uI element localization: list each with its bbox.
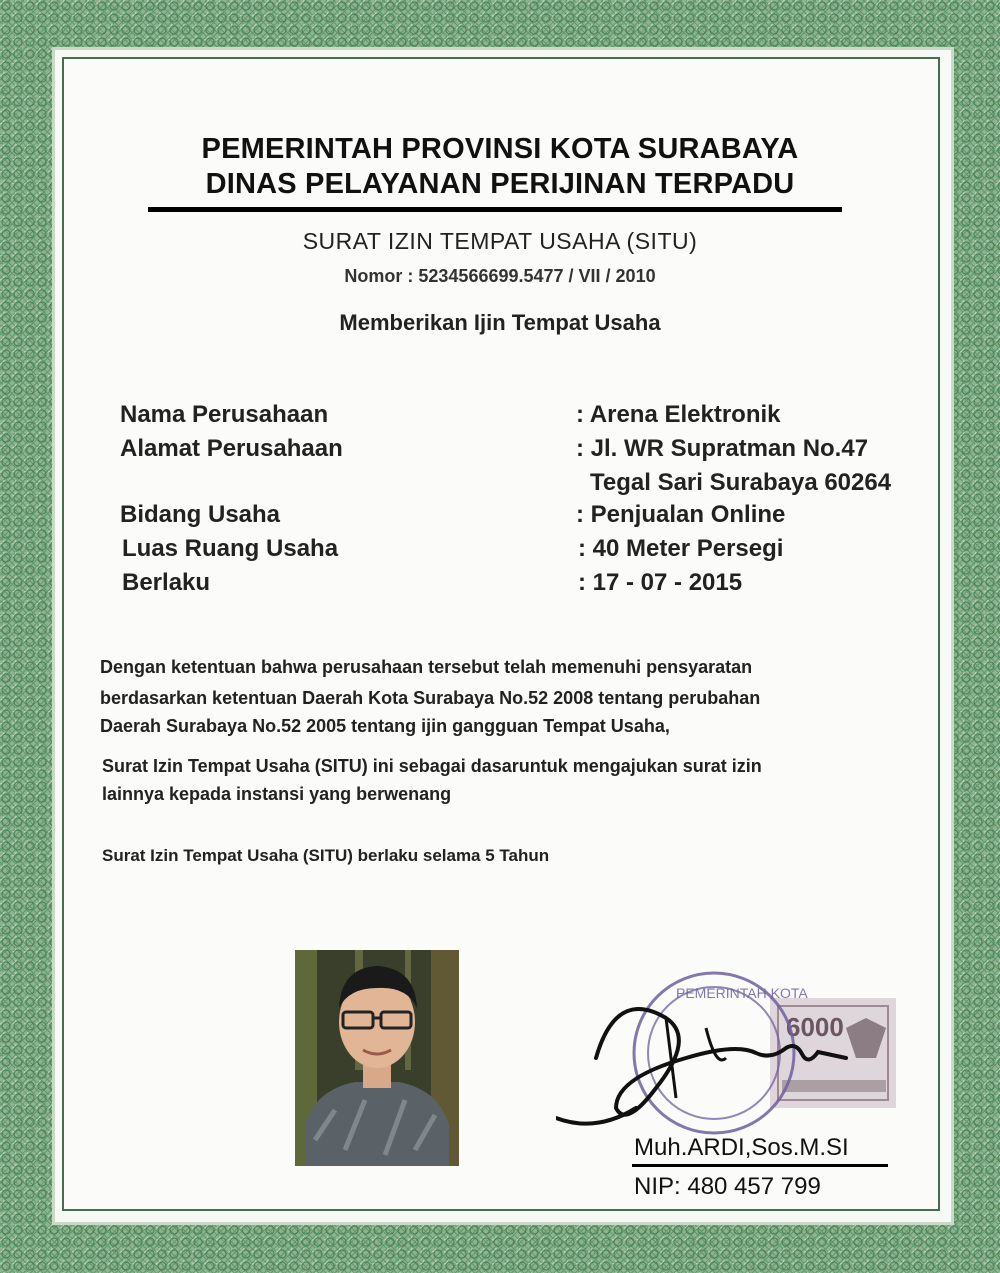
area-label: Luas Ruang Usaha [122, 535, 339, 562]
document-title: SURAT IZIN TEMPAT USAHA (SITU) [302, 228, 698, 254]
area-value: : 40 Meter Persegi [578, 535, 784, 562]
paragraph-2-line-2: lainnya kepada instansi yang berwenang [102, 784, 452, 804]
owner-photo [295, 950, 459, 1166]
document-subtitle: Memberikan Ijin Tempat Usaha [339, 310, 661, 335]
signatory-name-rule [632, 1164, 888, 1167]
signatory-name: Muh.ARDI,Sos.M.SI [634, 1134, 849, 1161]
header-line-2: DINAS PELAYANAN PERIJINAN TERPADU [205, 168, 795, 200]
header-line-1: PEMERINTAH PROVINSI KOTA SURABAYA [201, 133, 799, 165]
paragraph-2-line-1: Surat Izin Tempat Usaha (SITU) ini sebagai dasaruntuk mengajukan surat izin [102, 756, 762, 776]
business-field-value: : Penjualan Online [576, 501, 786, 528]
company-name-label: Nama Perusahaan [120, 401, 329, 428]
business-field-label: Bidang Usaha [120, 501, 281, 528]
company-name-value: : Arena Elektronik [576, 401, 781, 428]
company-address-label: Alamat Perusahaan [120, 435, 343, 462]
stamp-text: PEMERINTAH KOTA [676, 985, 808, 1001]
company-address-value-line2: Tegal Sari Surabaya 60264 [590, 469, 892, 496]
valid-until-label: Berlaku [122, 569, 211, 596]
document-number: Nomor : 5234566699.5477 / VII / 2010 [344, 266, 656, 286]
signature-block [556, 958, 916, 1158]
valid-until-value: : 17 - 07 - 2015 [578, 569, 743, 596]
paragraph-1-line-1: Dengan ketentuan bahwa perusahaan tersebut telah memenuhi pensyaratan [100, 657, 753, 677]
paragraph-3: Surat Izin Tempat Usaha (SITU) berlaku selama 5 Tahun [102, 846, 550, 865]
paragraph-1-line-3: Daerah Surabaya No.52 2005 tentang ijin gangguan Tempat Usaha, [100, 716, 670, 736]
company-address-value: : Jl. WR Supratman No.47 [576, 435, 869, 462]
header-rule [148, 207, 842, 212]
signatory-nip: NIP: 480 457 799 [634, 1173, 821, 1200]
paragraph-1-line-2: berdasarkan ketentuan Daerah Kota Surabaya No.52 2008 tentang perubahan [100, 688, 761, 708]
svg-text:6000: 6000 [786, 1012, 844, 1042]
